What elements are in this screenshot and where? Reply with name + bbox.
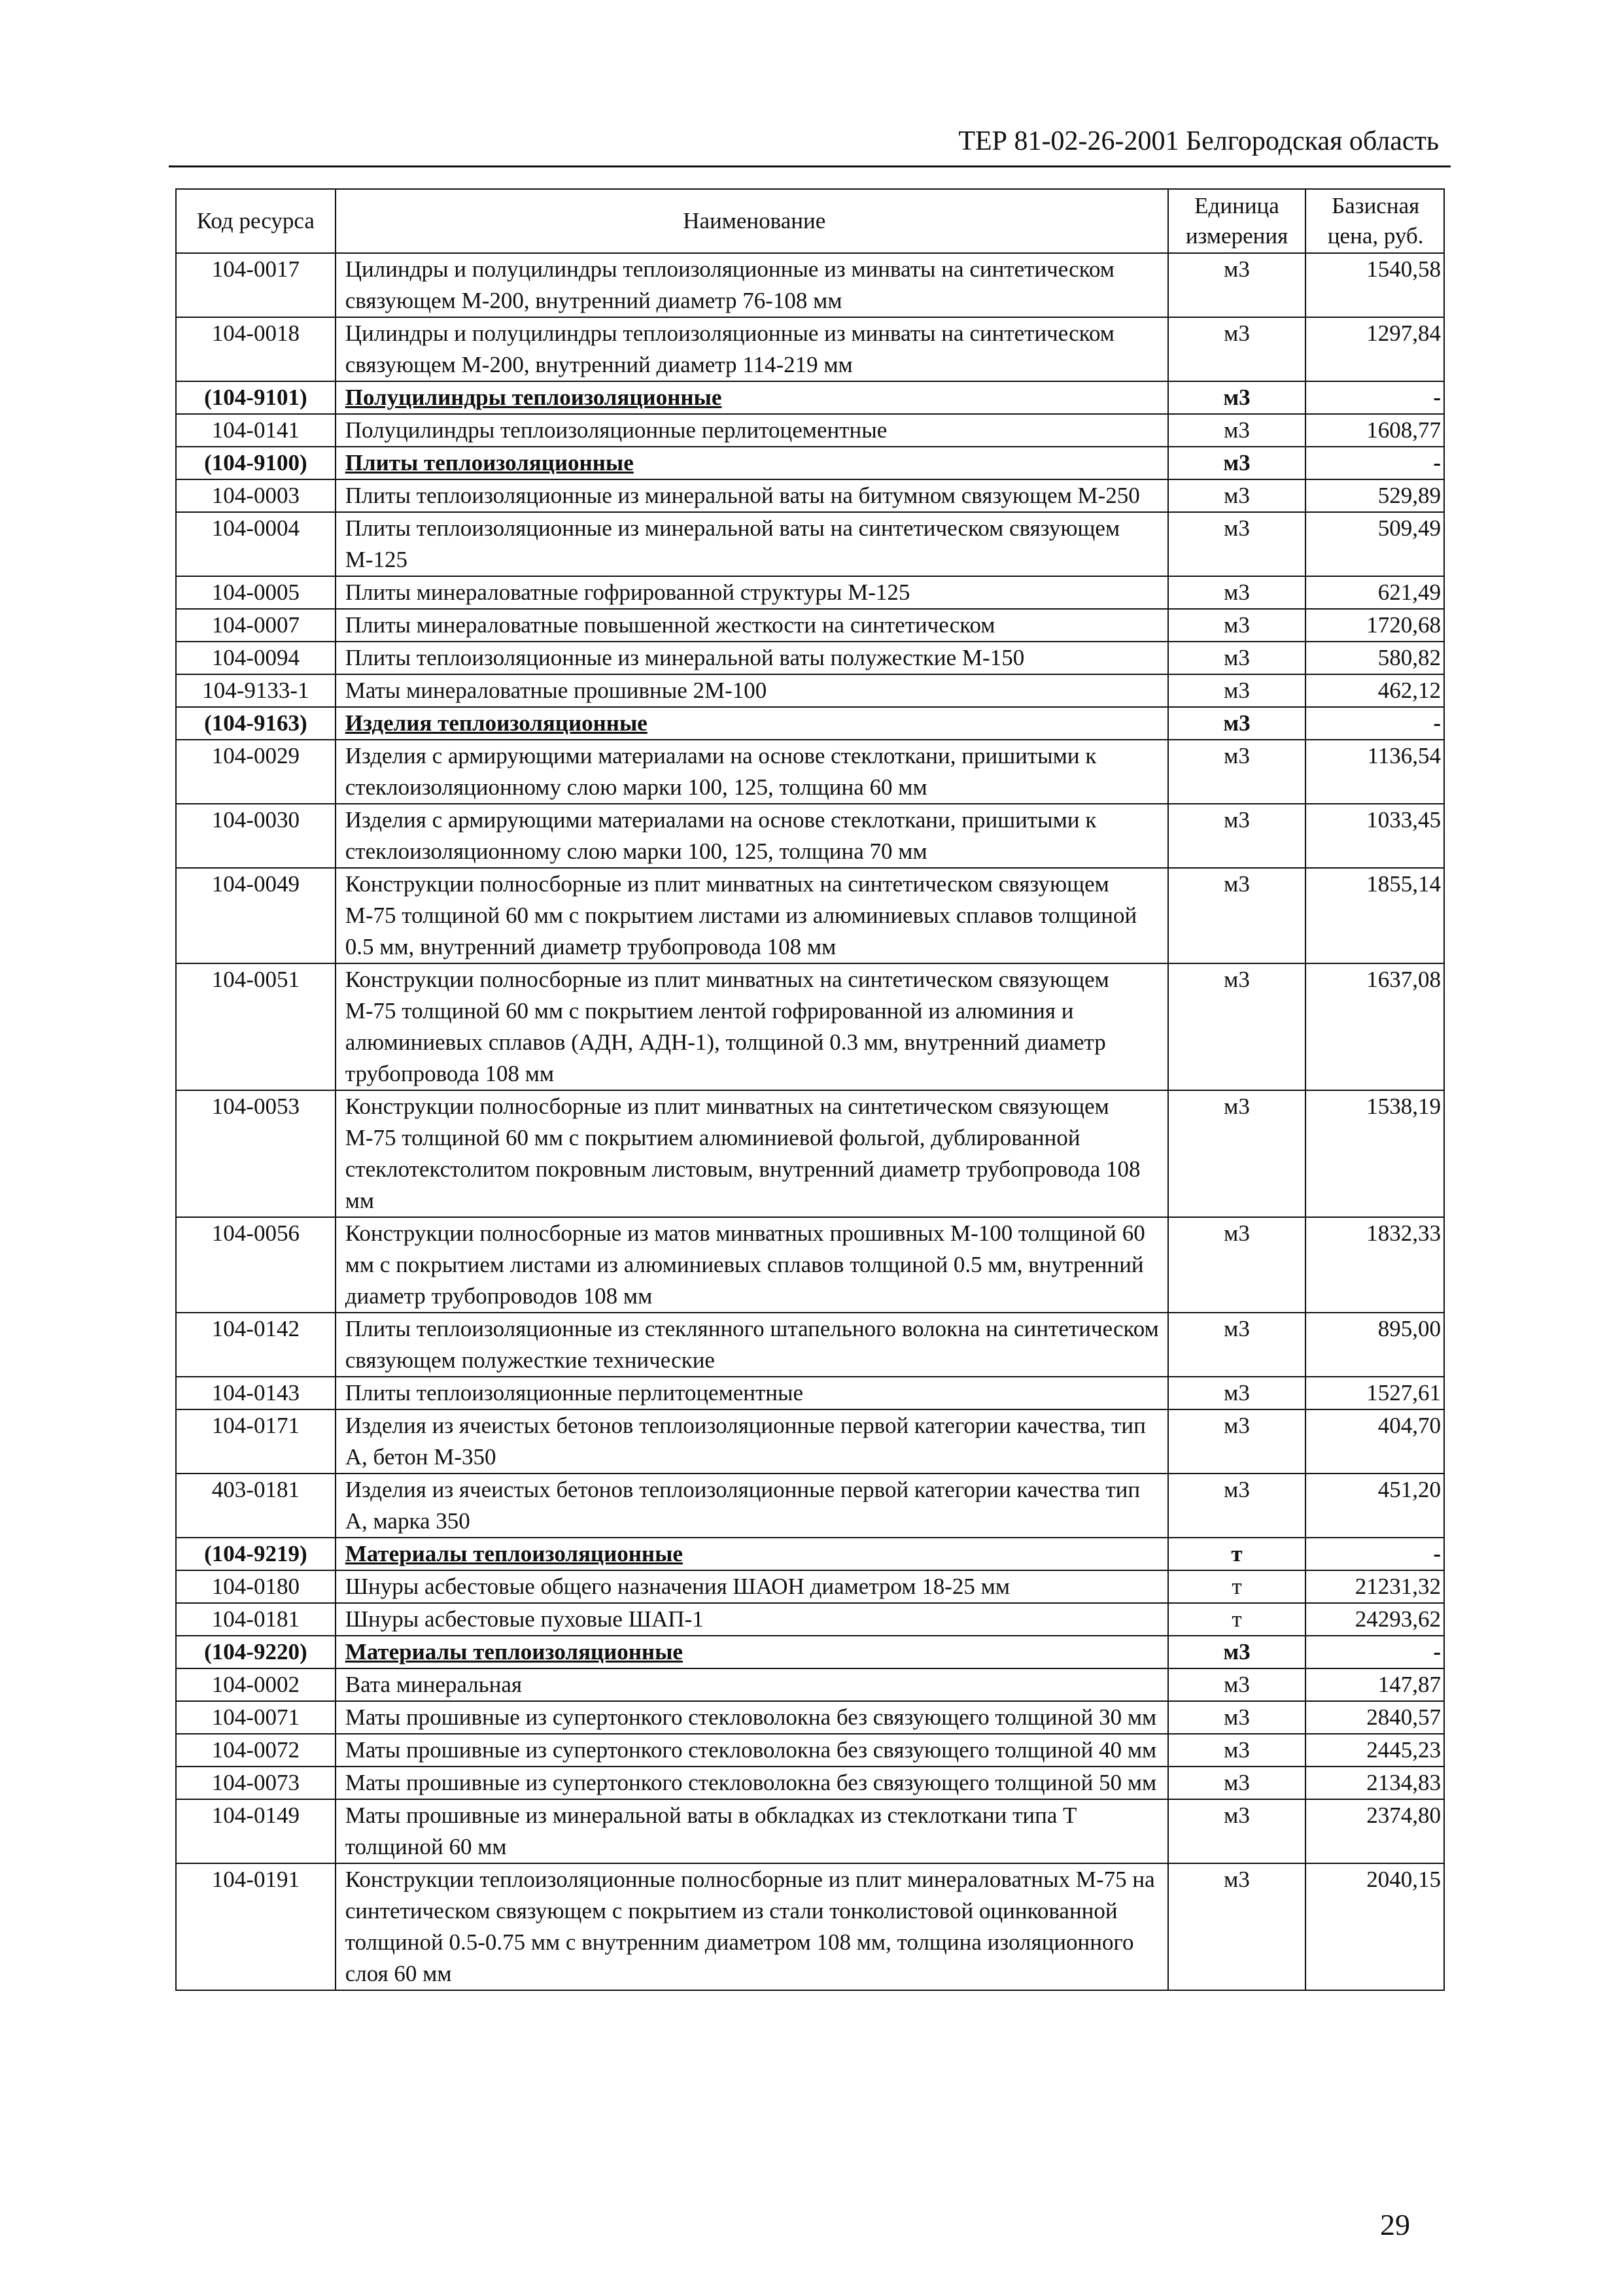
- table-row: [176, 576, 1444, 609]
- cell-unit: м3: [1168, 804, 1306, 868]
- cell-unit: м3: [1168, 1217, 1306, 1313]
- cell-resource-name: Цилиндры и полуцилиндры теплоизоляционные из минваты на синтетическом связующем М-200, внутренний диаметр 76-108 мм: [336, 253, 1168, 317]
- table-row: [176, 674, 1444, 707]
- table-group-row: [176, 1636, 1444, 1668]
- resource-price-table: [175, 188, 1445, 1991]
- table-row: [176, 642, 1444, 674]
- table-row: [176, 1474, 1444, 1538]
- table-body: [176, 253, 1444, 1990]
- cell-base-price: 1136,54: [1305, 740, 1444, 804]
- cell-resource-name: Материалы теплоизоляционные: [345, 1541, 683, 1566]
- cell-resource-name: Цилиндры и полуцилиндры теплоизоляционные из минваты на синтетическом связующем М-200, внутренний диаметр 114-219 мм: [336, 317, 1168, 381]
- cell-base-price: -: [1305, 707, 1444, 740]
- document-header-title: ТЕР 81-02-26-2001 Белгородская область: [958, 126, 1439, 156]
- cell-base-price: 2445,23: [1305, 1734, 1444, 1767]
- cell-resource-name: Конструкции полносборные из плит минватных на синтетическом связующем М-75 толщиной 60 мм с покрытием лентой гофрированной из алюминия и алюминиевых сплавов (АДН, АДН-1), толщиной 0.3 мм, внутренний диаметр трубопровода 108 мм: [336, 963, 1168, 1090]
- table-row: [176, 804, 1444, 868]
- cell-resource-name: Конструкции теплоизоляционные полносборные из плит минераловатных М-75 на синтетическом связующем с покрытием из стали тонколистовой оцинкованной толщиной 0.5-0.75 мм с внутренним диаметром 108 мм, толщина изоляционного слоя 60 мм: [336, 1863, 1168, 1990]
- column-header-unit: Единица измерения: [1168, 189, 1306, 253]
- cell-resource-code: 104-0056: [176, 1217, 336, 1313]
- cell-unit: м3: [1168, 414, 1306, 447]
- cell-unit: м3: [1168, 868, 1306, 963]
- cell-resource-code: 104-0143: [176, 1377, 336, 1409]
- cell-resource-name: Плиты теплоизоляционные из минеральной ваты полужесткие М-150: [336, 642, 1168, 674]
- cell-base-price: 895,00: [1305, 1313, 1444, 1377]
- cell-resource-code: 104-0002: [176, 1668, 336, 1701]
- cell-base-price: -: [1305, 381, 1444, 414]
- cell-unit: м3: [1168, 1734, 1306, 1767]
- table-row: [176, 1603, 1444, 1636]
- cell-base-price: 1637,08: [1305, 963, 1444, 1090]
- cell-unit: м3: [1168, 707, 1306, 740]
- cell-base-price: 2134,83: [1305, 1767, 1444, 1799]
- table-row: [176, 1767, 1444, 1799]
- cell-resource-code: 104-0141: [176, 414, 336, 447]
- cell-resource-code: (104-9100): [176, 447, 336, 479]
- cell-base-price: 404,70: [1305, 1409, 1444, 1474]
- cell-resource-code: 104-0051: [176, 963, 336, 1090]
- table-group-row: [176, 707, 1444, 740]
- table-row: [176, 1734, 1444, 1767]
- cell-base-price: 1832,33: [1305, 1217, 1444, 1313]
- cell-base-price: 621,49: [1305, 576, 1444, 609]
- table-row: [176, 1863, 1444, 1990]
- cell-base-price: 2374,80: [1305, 1799, 1444, 1863]
- cell-unit: м3: [1168, 512, 1306, 576]
- cell-unit: м3: [1168, 253, 1306, 317]
- cell-unit: т: [1168, 1538, 1306, 1570]
- cell-base-price: 529,89: [1305, 479, 1444, 512]
- cell-base-price: 1527,61: [1305, 1377, 1444, 1409]
- table-row: [176, 963, 1444, 1090]
- cell-resource-name: Шнуры асбестовые пуховые ШАП-1: [336, 1603, 1168, 1636]
- cell-resource-name: Материалы теплоизоляционные: [345, 1639, 683, 1665]
- cell-resource-name: Изделия с армирующими материалами на основе стеклоткани, пришитыми к стеклоизоляционному слою марки 100, 125, толщина 70 мм: [336, 804, 1168, 868]
- cell-resource-name: Изделия с армирующими материалами на основе стеклоткани, пришитыми к стеклоизоляционному слою марки 100, 125, толщина 60 мм: [336, 740, 1168, 804]
- cell-unit: м3: [1168, 1668, 1306, 1701]
- cell-group-name: [336, 1636, 1168, 1668]
- cell-base-price: -: [1305, 1538, 1444, 1570]
- cell-base-price: 1297,84: [1305, 317, 1444, 381]
- cell-resource-code: (104-9101): [176, 381, 336, 414]
- table-header-row: [176, 189, 1444, 253]
- cell-resource-name: Маты прошивные из супертонкого стекловолокна без связующего толщиной 30 мм: [336, 1701, 1168, 1734]
- cell-resource-code: 104-0149: [176, 1799, 336, 1863]
- table-row: [176, 1409, 1444, 1474]
- cell-base-price: -: [1305, 447, 1444, 479]
- column-header-code: Код ресурса: [176, 189, 336, 253]
- header-divider: [169, 165, 1451, 167]
- cell-base-price: 147,87: [1305, 1668, 1444, 1701]
- cell-resource-name: Изделия теплоизоляционные: [345, 710, 648, 736]
- cell-resource-name: Вата минеральная: [336, 1668, 1168, 1701]
- cell-resource-name: Конструкции полносборные из матов минватных прошивных М-100 толщиной 60 мм с покрытием листами из алюминиевых сплавов толщиной 0.5 мм, внутренний диаметр трубопроводов 108 мм: [336, 1217, 1168, 1313]
- cell-resource-code: 104-0142: [176, 1313, 336, 1377]
- cell-base-price: 451,20: [1305, 1474, 1444, 1538]
- cell-resource-code: 104-0072: [176, 1734, 336, 1767]
- column-header-name: Наименование: [336, 189, 1168, 253]
- cell-resource-name: Плиты минераловатные повышенной жесткости на синтетическом: [336, 609, 1168, 642]
- table-row: [176, 740, 1444, 804]
- cell-unit: м3: [1168, 1409, 1306, 1474]
- cell-unit: м3: [1168, 1863, 1306, 1990]
- cell-unit: м3: [1168, 447, 1306, 479]
- cell-resource-name: Плиты теплоизоляционные из стеклянного штапельного волокна на синтетическом связующем полужесткие технические: [336, 1313, 1168, 1377]
- cell-unit: м3: [1168, 963, 1306, 1090]
- table-row: [176, 512, 1444, 576]
- cell-resource-code: 104-0181: [176, 1603, 336, 1636]
- cell-resource-name: Плиты теплоизоляционные: [345, 450, 634, 475]
- table-row: [176, 317, 1444, 381]
- table-row: [176, 479, 1444, 512]
- cell-resource-name: Плиты теплоизоляционные из минеральной ваты на битумном связующем М-250: [336, 479, 1168, 512]
- cell-resource-code: 104-0171: [176, 1409, 336, 1474]
- cell-unit: т: [1168, 1603, 1306, 1636]
- cell-base-price: 462,12: [1305, 674, 1444, 707]
- table-group-row: [176, 447, 1444, 479]
- cell-resource-code: 104-0029: [176, 740, 336, 804]
- table-row: [176, 253, 1444, 317]
- cell-resource-name: Шнуры асбестовые общего назначения ШАОН диаметром 18-25 мм: [336, 1570, 1168, 1603]
- cell-base-price: 21231,32: [1305, 1570, 1444, 1603]
- cell-unit: м3: [1168, 1767, 1306, 1799]
- page-number: 29: [1380, 2208, 1410, 2241]
- table-row: [176, 1570, 1444, 1603]
- cell-group-name: [336, 381, 1168, 414]
- cell-resource-name: Маты прошивные из супертонкого стекловолокна без связующего толщиной 50 мм: [336, 1767, 1168, 1799]
- cell-unit: м3: [1168, 1313, 1306, 1377]
- cell-base-price: 2840,57: [1305, 1701, 1444, 1734]
- cell-resource-name: Конструкции полносборные из плит минватных на синтетическом связующем М-75 толщиной 60 мм с покрытием алюминиевой фольгой, дублированной стеклотекстолитом покровным листовым, внутренний диаметр трубопровода 108 мм: [336, 1090, 1168, 1217]
- cell-resource-code: 104-9133-1: [176, 674, 336, 707]
- cell-resource-code: 104-0191: [176, 1863, 336, 1990]
- cell-resource-code: 104-0073: [176, 1767, 336, 1799]
- table-row: [176, 1799, 1444, 1863]
- cell-resource-name: Конструкции полносборные из плит минватных на синтетическом связующем М-75 толщиной 60 мм с покрытием листами из алюминиевых сплавов толщиной 0.5 мм, внутренний диаметр трубопровода 108 мм: [336, 868, 1168, 963]
- cell-resource-name: Маты прошивные из супертонкого стекловолокна без связующего толщиной 40 мм: [336, 1734, 1168, 1767]
- cell-resource-name: Маты минераловатные прошивные 2М-100: [336, 674, 1168, 707]
- cell-base-price: 1720,68: [1305, 609, 1444, 642]
- cell-resource-name: Полуцилиндры теплоизоляционные перлитоцементные: [336, 414, 1168, 447]
- cell-base-price: 1538,19: [1305, 1090, 1444, 1217]
- cell-unit: м3: [1168, 1090, 1306, 1217]
- cell-resource-code: 104-0049: [176, 868, 336, 963]
- table-group-row: [176, 381, 1444, 414]
- cell-group-name: [336, 707, 1168, 740]
- cell-resource-code: 104-0053: [176, 1090, 336, 1217]
- cell-unit: м3: [1168, 381, 1306, 414]
- table-row: [176, 1217, 1444, 1313]
- cell-base-price: 1033,45: [1305, 804, 1444, 868]
- cell-unit: м3: [1168, 317, 1306, 381]
- cell-unit: м3: [1168, 1474, 1306, 1538]
- cell-base-price: 580,82: [1305, 642, 1444, 674]
- cell-resource-code: 104-0094: [176, 642, 336, 674]
- cell-resource-code: (104-9163): [176, 707, 336, 740]
- cell-base-price: 509,49: [1305, 512, 1444, 576]
- cell-resource-code: 104-0007: [176, 609, 336, 642]
- cell-unit: м3: [1168, 642, 1306, 674]
- cell-resource-code: 104-0017: [176, 253, 336, 317]
- cell-unit: м3: [1168, 1636, 1306, 1668]
- cell-resource-code: 104-0180: [176, 1570, 336, 1603]
- cell-resource-code: (104-9220): [176, 1636, 336, 1668]
- table-row: [176, 1090, 1444, 1217]
- cell-base-price: -: [1305, 1636, 1444, 1668]
- table-row: [176, 609, 1444, 642]
- cell-resource-code: 104-0005: [176, 576, 336, 609]
- cell-unit: м3: [1168, 576, 1306, 609]
- cell-group-name: [336, 447, 1168, 479]
- cell-unit: м3: [1168, 1377, 1306, 1409]
- table-row: [176, 1377, 1444, 1409]
- cell-resource-code: 104-0004: [176, 512, 336, 576]
- cell-resource-name: Маты прошивные из минеральной ваты в обкладках из стеклоткани типа Т толщиной 60 мм: [336, 1799, 1168, 1863]
- cell-base-price: 24293,62: [1305, 1603, 1444, 1636]
- cell-unit: м3: [1168, 674, 1306, 707]
- cell-resource-name: Плиты теплоизоляционные перлитоцементные: [336, 1377, 1168, 1409]
- cell-group-name: [336, 1538, 1168, 1570]
- cell-unit: м3: [1168, 740, 1306, 804]
- cell-resource-code: 104-0071: [176, 1701, 336, 1734]
- cell-unit: м3: [1168, 479, 1306, 512]
- table-row: [176, 1313, 1444, 1377]
- cell-resource-code: 104-0030: [176, 804, 336, 868]
- cell-base-price: 1855,14: [1305, 868, 1444, 963]
- cell-resource-name: Плиты минераловатные гофрированной структуры М-125: [336, 576, 1168, 609]
- table-row: [176, 414, 1444, 447]
- cell-base-price: 1540,58: [1305, 253, 1444, 317]
- cell-unit: т: [1168, 1570, 1306, 1603]
- table-group-row: [176, 1538, 1444, 1570]
- cell-unit: м3: [1168, 1701, 1306, 1734]
- cell-resource-code: 104-0003: [176, 479, 336, 512]
- cell-resource-code: 403-0181: [176, 1474, 336, 1538]
- cell-unit: м3: [1168, 1799, 1306, 1863]
- column-header-price: Базисная цена, руб.: [1305, 189, 1444, 253]
- cell-resource-name: Изделия из ячеистых бетонов теплоизоляционные первой категории качества тип А, марка 350: [336, 1474, 1168, 1538]
- cell-unit: м3: [1168, 609, 1306, 642]
- cell-resource-name: Плиты теплоизоляционные из минеральной ваты на синтетическом связующем М-125: [336, 512, 1168, 576]
- cell-resource-code: (104-9219): [176, 1538, 336, 1570]
- table-row: [176, 868, 1444, 963]
- cell-resource-name: Полуцилиндры теплоизоляционные: [345, 385, 722, 410]
- cell-resource-code: 104-0018: [176, 317, 336, 381]
- cell-base-price: 1608,77: [1305, 414, 1444, 447]
- table-row: [176, 1668, 1444, 1701]
- cell-base-price: 2040,15: [1305, 1863, 1444, 1990]
- cell-resource-name: Изделия из ячеистых бетонов теплоизоляционные первой категории качества, тип А, бетон М-350: [336, 1409, 1168, 1474]
- table-row: [176, 1701, 1444, 1734]
